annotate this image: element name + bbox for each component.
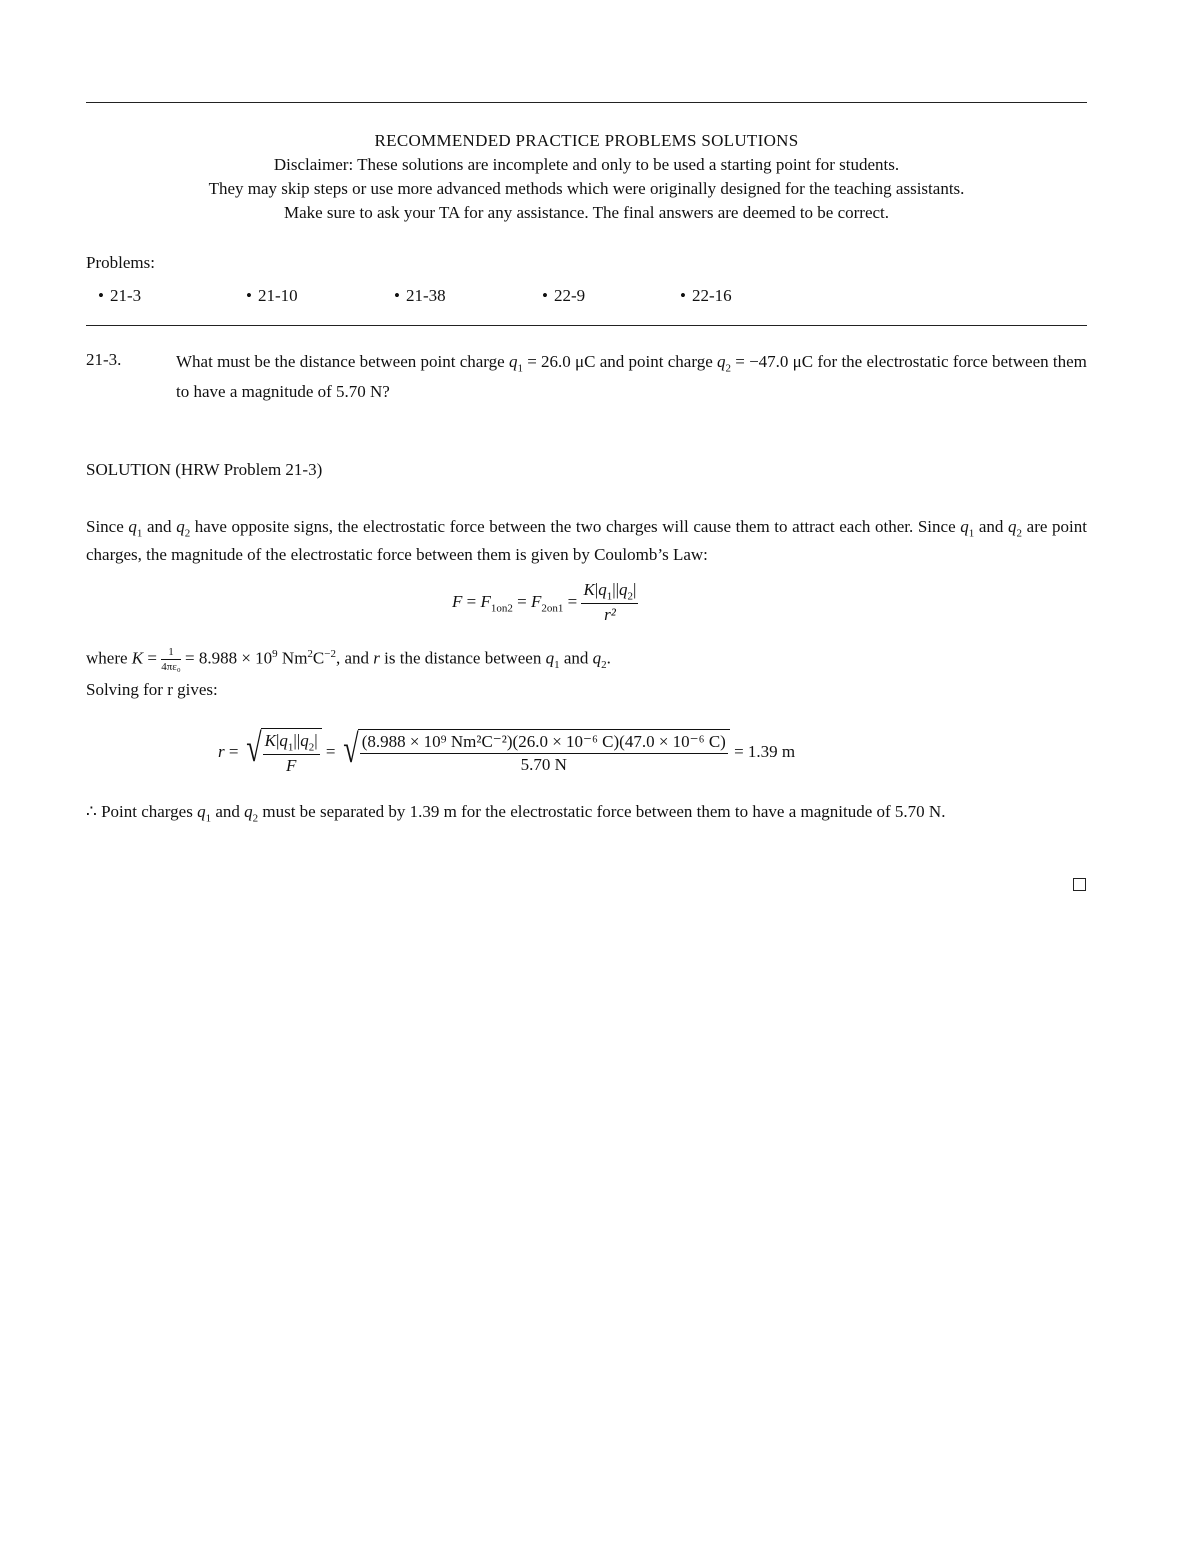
solution-heading: SOLUTION (HRW Problem 21-3) (86, 460, 323, 479)
coulomb-law-equation: $F = F_{1on2} = F_{2on1}$ = $\frac{K|q_1||q_2|}{\text{r²}}$ (452, 580, 637, 625)
top-rule (86, 102, 1087, 103)
solving-for-r: Solving for r gives: (86, 680, 218, 699)
conclusion: ∴ Point charges $q_1$ and $q_2$ must be separated by 1.39 m for the electrostatic force between them to have a magnitude of 5.70 N. (86, 802, 946, 825)
question-text: What must be the distance between point charge $q_1 = 26.0$ μC and point charge $q_2 = -47.0$ μC for the electrostatic force between them to have a magnitude of 5.70 N? (176, 352, 1087, 402)
section-rule (86, 325, 1087, 326)
problem-item: • 22-16 (680, 286, 732, 305)
coulomb-fraction: $\frac{K|q_1||q_2|}{\text{r²}}$ (583, 580, 637, 625)
problems-label: Problems: (86, 253, 155, 272)
document-title: RECOMMENDED PRACTICE PROBLEMS SOLUTIONS (374, 131, 799, 150)
problems-list (98, 286, 998, 310)
constant-definition: where K = $\frac{1}{\text{4πε₀}}$ = $8.988 \times 10^9$ $Nm^2C^{-2}$, and r is the distance between $q_1$ and $q_2$. (86, 646, 611, 673)
disclaimer-line-3: Make sure to ask your TA for any assistance. The final answers are deemed to be correct. (283, 203, 890, 222)
document-page (86, 0, 1087, 1553)
qed-box-icon (1073, 878, 1086, 891)
sqrt-numeric: √ $\frac{\text{(8.988 × 10⁹ Nm²C⁻²)(26.0 × 10⁻⁶ C)(47.0 × 10⁻⁶ C)}}{5.70 N}$ (340, 729, 730, 775)
distance-result: = 1.39 m (734, 742, 796, 762)
distance-equation: r = √ $\frac{K|q_1||q_2|}{F}$ = √ $\frac{\text{(8.988 × 10⁹ Nm²C⁻²)(26.0 × 10⁻⁶ C)(47.0 × 10⁻⁶ C)}}{5.70 N}$ = 1.39 m (218, 725, 796, 776)
disclaimer-line-2: They may skip steps or use more advanced methods which were originally designed for the teaching assistants. (208, 179, 965, 198)
disclaimer-line-1: Disclaimer: These solutions are incomplete and only to be used a starting point for students. (273, 155, 900, 174)
solution-paragraph: Since $q_1$ and $q_2$ have opposite signs, the electrostatic force between the two charges will cause them to attract each other. Since $q_1$ and $q_2$ are point charges, the magnitude of the electrostatic force between them is given by Coulomb’s Law: (86, 517, 1087, 565)
sqrt-symbolic: √ $\frac{K|q_1||q_2|}{F}$ (243, 728, 322, 776)
header (86, 129, 1087, 225)
problem-item: • 21-38 (394, 286, 446, 305)
question-number: 21-3. (86, 350, 122, 369)
problem-item: • 22-9 (542, 286, 586, 305)
problem-item: • 21-10 (246, 286, 298, 305)
problem-item: • 21-3 (98, 286, 142, 305)
